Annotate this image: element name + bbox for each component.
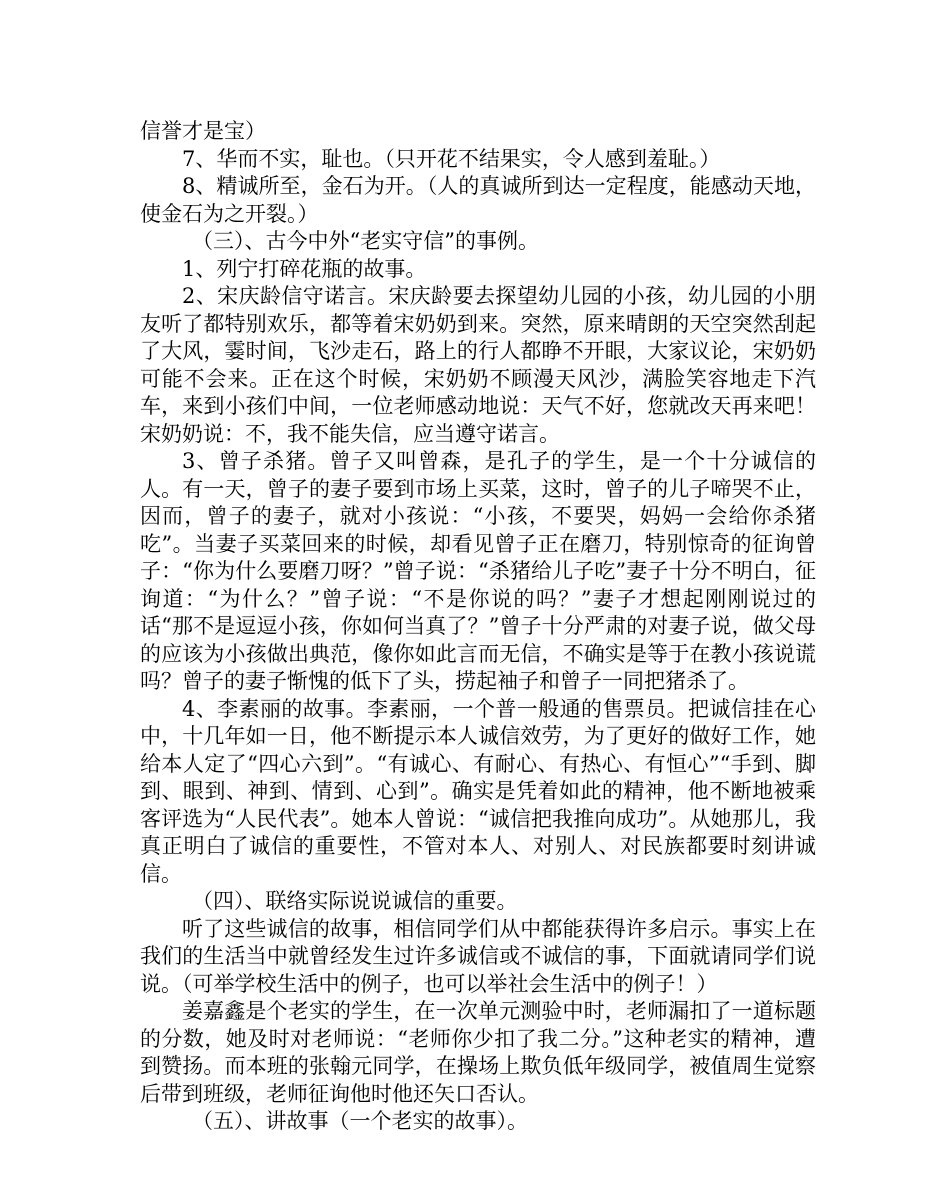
document-page xyxy=(140,118,816,1136)
example-paragraph: 姜嘉鑫是个老实的学生，在一次单元测验中时，老师漏扣了一道标题的分数，她及时对老师说：“老师你少扣了我二分。”这种老实的精神，遭到赞扬。而本班的张翰元同学，在操场上欺负低年级同学，被值周生觉察后带到班级，老师征询他时他还矢口否认。 xyxy=(140,999,816,1106)
discussion-paragraph: 听了这些诚信的故事，相信同学们从中都能获得许多启示。事实上在我们的生活当中就曾经发生过许多诚信或不诚信的事，下面就请同学们说说。（可举学校生活中的例子，也可以举社会生活中的例子！） xyxy=(140,916,816,996)
proverb-8: 8、精诚所至，金石为开。（人的真诚所到达一定程度，能感动天地，使金石为之开裂。） xyxy=(140,174,816,226)
proverb-7: 7、华而不实，耻也。（只开花不结果实，令人感到羞耻。） xyxy=(182,146,721,171)
story-item-4: 4、李素丽的故事。李素丽，一个普一般通的售票员。把诚信挂在心中，十几年如一日，他不断提示本人诚信效劳，为了更好的做好工作，她给本人定了“四心六到”。“有诚心、有耐心、有热心、有恒心”“手到、脚到、眼到、神到、情到、心到”。确实是凭着如此的精神，他不断地被乘客评选为“人民代表”。她本人曾说：“诚信把我推向成功”。从她那儿，我真正明白了诚信的重要性，不管对本人、对别人、对民族都要时刻讲诚信。 xyxy=(140,696,816,886)
story-item-2: 2、宋庆龄信守诺言。宋庆龄要去探望幼儿园的小孩，幼儿园的小朋友听了都特别欢乐，都等着宋奶奶到来。突然，原来晴朗的天空突然刮起了大风，霎时间，飞沙走石，路上的行人都睁不开眼，大家议论，宋奶奶可能不会来。正在这个时候，宋奶奶不顾漫天风沙，满脸笑容地走下汽车，来到小孩们中间，一位老师感动地说：天气不好，您就改天再来吧！宋奶奶说：不，我不能失信，应当遵守诺言。 xyxy=(140,284,816,446)
section-heading-3: （三）、古今中外“老实守信”的事例。 xyxy=(192,229,539,253)
section-heading-4: （四）、联络实际说说诚信的重要。 xyxy=(192,889,518,913)
story-item-3: 3、曾子杀猪。曾子又叫曾森，是孔子的学生，是一个十分诚信的人。有一天，曾子的妻子要到市场上买菜，这时，曾子的儿子啼哭不止，因而，曾子的妻子，就对小孩说：“小孩，不要哭，妈妈一会给你杀猪吃”。当妻子买菜回来的时候，却看见曾子正在磨刀，特别惊奇的征询曾子：“你为什么要磨刀呀？”曾子说：“杀猪给儿子吃”妻子十分不明白，征询道：“为什么？”曾子说：“不是你说的吗？”妻子才想起刚刚说过的话“那不是逗逗小孩，你如何当真了？”曾子十分严肃的对妻子说，做父母的应该为小孩做出典范，像你如此言而无信，不确实是等于在教小孩说谎吗？曾子的妻子惭愧的低下了头，捞起袖子和曾子一同把猪杀了。 xyxy=(140,449,816,693)
paragraph-continuation: 信誉才是宝） xyxy=(140,119,266,143)
section-heading-5: （五）、讲故事（一个老实的故事）。 xyxy=(192,1109,528,1133)
story-item-1: 1、列宁打碎花瓶的故事。 xyxy=(182,256,427,281)
